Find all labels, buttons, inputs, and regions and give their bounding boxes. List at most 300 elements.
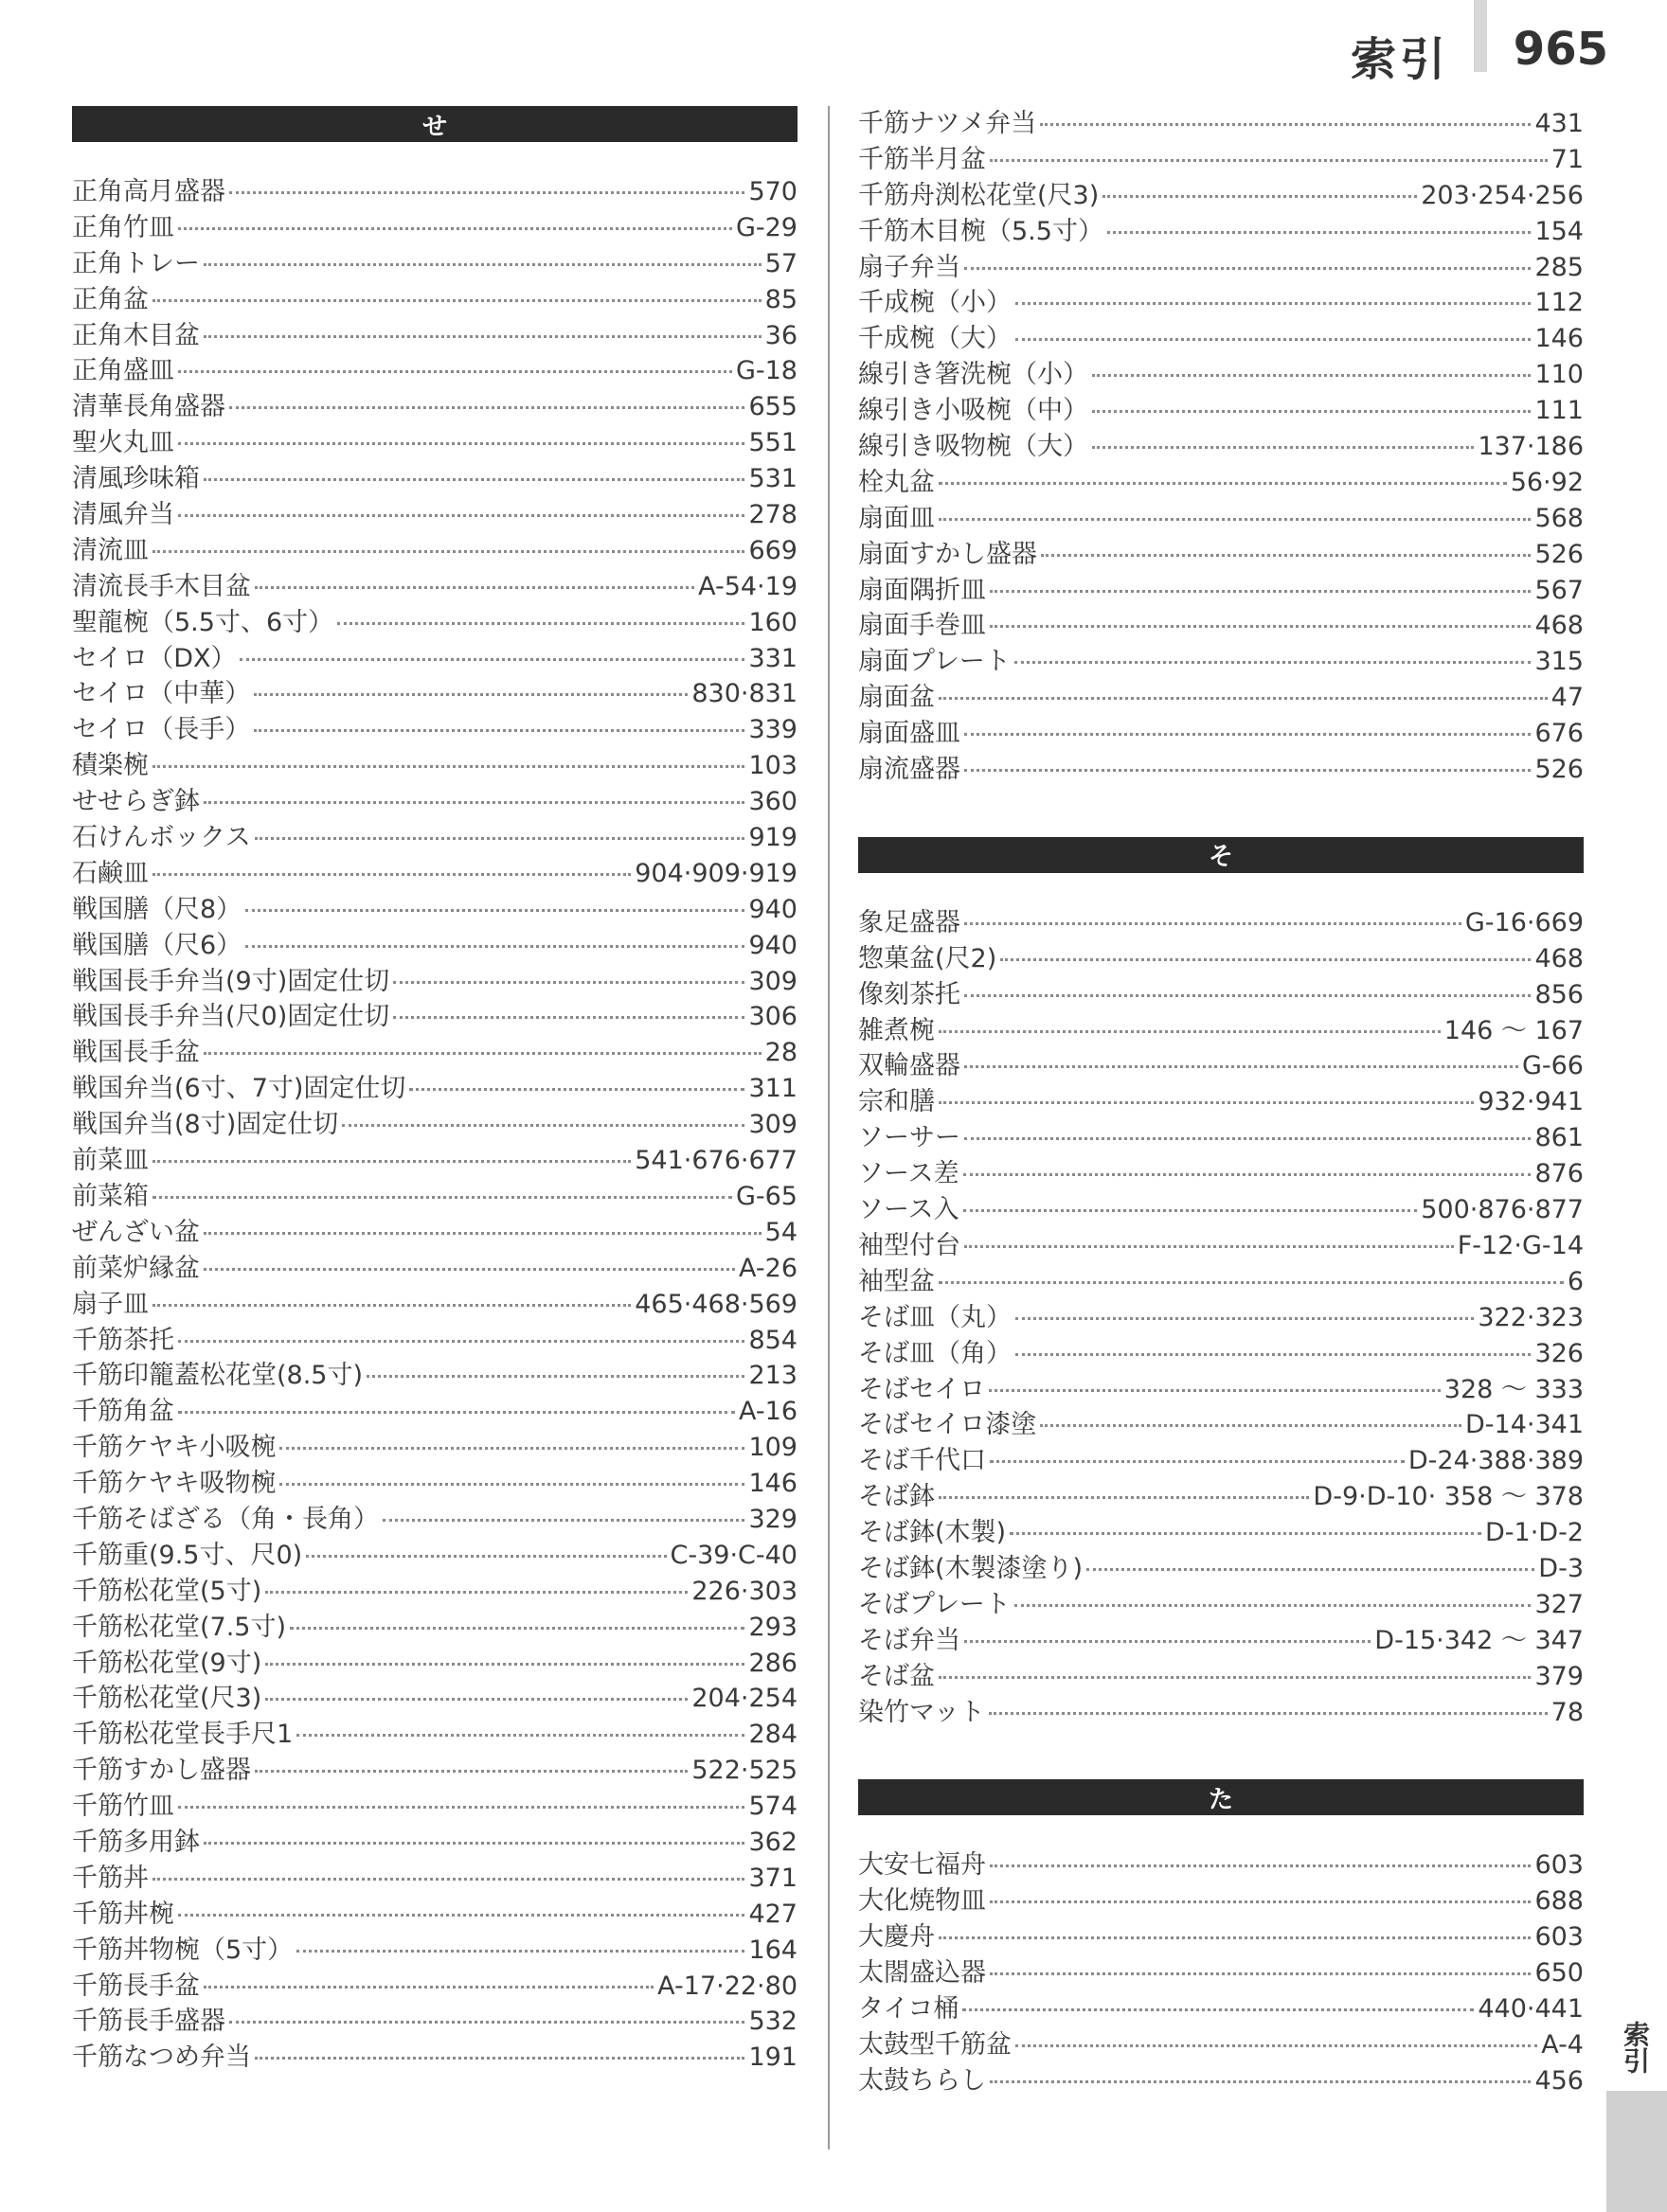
entry-term: 雑煮椀	[858, 1015, 935, 1045]
index-entry	[858, 1120, 1584, 1156]
entry-term: 千筋そばざる（角・長角）	[72, 1504, 379, 1534]
entry-page-ref: 603	[1534, 1850, 1584, 1881]
index-entry	[858, 608, 1584, 644]
entry-page-ref: 315	[1534, 647, 1584, 677]
index-entry	[858, 1192, 1584, 1228]
dot-leader	[204, 1232, 762, 1235]
entry-term: 千筋丼	[72, 1863, 149, 1893]
entry-term: 千筋松花堂(9寸)	[72, 1648, 262, 1678]
entry-term: 正角盆	[72, 284, 149, 314]
dot-leader	[939, 1281, 1564, 1284]
index-entry	[72, 928, 798, 964]
entry-term: 太閤盛込器	[858, 1958, 986, 1989]
dot-leader	[152, 1160, 631, 1163]
entry-page-ref: 278	[748, 500, 798, 530]
index-entry	[858, 1659, 1584, 1695]
dot-leader	[240, 658, 744, 661]
dot-leader	[409, 1088, 744, 1091]
dot-leader	[1015, 302, 1531, 305]
index-entry	[858, 214, 1584, 250]
entry-page-ref: 146 ～ 167	[1443, 1015, 1584, 1045]
index-entry	[72, 1681, 798, 1717]
dot-leader	[990, 1972, 1531, 1975]
entry-page-ref: 6	[1567, 1266, 1584, 1296]
entry-page-ref: 669	[748, 535, 798, 565]
entry-page-ref: 112	[1534, 288, 1584, 318]
entry-term: 戦国膳（尺6）	[72, 930, 242, 960]
entry-page-ref: 109	[748, 1433, 798, 1463]
index-entry	[858, 1479, 1584, 1515]
dot-leader	[178, 227, 732, 230]
entry-page-ref: A-16	[739, 1397, 798, 1427]
index-entry	[858, 1919, 1584, 1955]
dot-leader	[265, 1663, 744, 1666]
entry-page-ref: 876	[1534, 1159, 1584, 1189]
entry-term: 千筋松花堂長手尺1	[72, 1720, 294, 1750]
entry-term: 清流皿	[72, 535, 149, 565]
entry-term: 正角竹皿	[72, 212, 174, 242]
entry-term: 千筋半月盆	[858, 144, 986, 174]
entry-page-ref: 164	[748, 1935, 798, 1965]
index-entry	[858, 250, 1584, 286]
index-entry	[858, 501, 1584, 537]
index-entry	[72, 353, 798, 389]
header-tab-marker	[1474, 0, 1487, 72]
dot-leader	[1086, 1568, 1534, 1571]
dot-leader	[1014, 1604, 1532, 1607]
entry-page-ref: 191	[748, 2043, 798, 2073]
dot-leader	[990, 1460, 1405, 1463]
dot-leader	[1014, 661, 1532, 664]
entry-page-ref: 861	[1534, 1123, 1584, 1153]
dot-leader	[1010, 1532, 1481, 1535]
index-entry	[858, 752, 1584, 788]
index-entry	[858, 941, 1584, 977]
entry-page-ref: 551	[748, 428, 798, 458]
entry-term: 正角盛皿	[72, 356, 174, 386]
entry-page-ref: 327	[1534, 1589, 1584, 1619]
entry-term: 千筋重(9.5寸、尺0)	[72, 1540, 303, 1570]
section-gap	[858, 788, 1584, 837]
entry-page-ref: 160	[748, 607, 798, 637]
entry-term: そば皿（丸）	[858, 1302, 1012, 1332]
entry-page-ref: 54	[764, 1217, 798, 1247]
entry-page-ref: D-3	[1538, 1553, 1584, 1583]
dot-leader	[255, 2057, 744, 2060]
dot-leader	[963, 1209, 1418, 1212]
entry-term: 正角木目盆	[72, 320, 200, 350]
entry-term: 千筋丼椀	[72, 1899, 174, 1929]
dot-leader	[964, 922, 1461, 925]
entry-page-ref: 830·831	[691, 679, 798, 709]
dot-leader	[1015, 2044, 1537, 2047]
entry-term: 前菜炉縁盆	[72, 1253, 200, 1283]
entry-term: セイロ（中華）	[72, 679, 251, 709]
entry-term: 太鼓ちらし	[858, 2065, 986, 2096]
entry-term: ソース入	[858, 1195, 959, 1225]
entry-page-ref: 57	[764, 248, 798, 278]
dot-leader	[245, 909, 744, 912]
dot-leader	[1102, 195, 1417, 198]
entry-term: 扇面盆	[858, 683, 935, 713]
entry-page-ref: 329	[748, 1504, 798, 1534]
index-entry	[72, 605, 798, 641]
entry-page-ref: A-26	[739, 1253, 798, 1283]
index-entry	[858, 178, 1584, 214]
entry-page-ref: G-65	[735, 1181, 798, 1211]
entry-page-ref: 570	[748, 177, 798, 206]
index-entry	[72, 1717, 798, 1753]
dot-leader	[204, 263, 762, 266]
index-entry	[858, 1847, 1584, 1883]
index-entry	[72, 1897, 798, 1933]
entry-page-ref: 440·441	[1478, 1993, 1584, 2024]
index-entry	[858, 429, 1584, 465]
entry-term: 千筋すかし盛器	[72, 1756, 251, 1786]
entry-term: 千筋舟渕松花堂(尺3)	[858, 180, 1100, 210]
dot-leader	[342, 1124, 744, 1127]
entry-page-ref: 226·303	[691, 1576, 798, 1606]
index-entry	[72, 246, 798, 282]
dot-leader	[964, 1640, 1371, 1643]
index-entry	[72, 676, 798, 712]
entry-page-ref: 688	[1534, 1886, 1584, 1917]
right-column	[858, 106, 1584, 2099]
entry-term: 正角高月盛器	[72, 177, 225, 206]
dot-leader	[152, 765, 744, 768]
index-entry	[858, 106, 1584, 142]
side-index-tab	[1606, 2091, 1667, 2212]
index-entry	[858, 537, 1584, 573]
dot-leader	[255, 586, 694, 589]
dot-leader	[178, 442, 744, 445]
index-entry	[72, 1430, 798, 1466]
entry-page-ref: 309	[748, 966, 798, 996]
dot-leader	[337, 622, 744, 625]
dot-leader	[939, 1676, 1531, 1679]
entry-term: 宗和膳	[858, 1087, 935, 1117]
dot-leader	[1092, 446, 1474, 449]
entry-term: 千成椀（小）	[858, 288, 1012, 318]
entry-term: 正角トレー	[72, 248, 200, 278]
entry-page-ref: F-12·G-14	[1457, 1230, 1584, 1260]
entry-page-ref: 919	[748, 823, 798, 853]
entry-term: 双輪盛器	[858, 1051, 960, 1081]
dot-leader	[939, 518, 1531, 521]
entry-term: 千筋茶托	[72, 1325, 174, 1355]
dot-leader	[939, 1496, 1309, 1499]
entry-page-ref: 110	[1534, 360, 1584, 390]
index-entry	[72, 999, 798, 1035]
dot-leader	[229, 406, 744, 409]
entry-term: せせらぎ鉢	[72, 787, 200, 817]
dot-leader	[296, 1950, 744, 1953]
index-entry	[72, 856, 798, 892]
dot-leader	[204, 801, 744, 804]
dot-leader	[990, 2080, 1531, 2083]
entry-term: 扇子皿	[72, 1289, 149, 1319]
entry-page-ref: A-54·19	[698, 571, 798, 601]
entry-page-ref: 56·92	[1510, 467, 1584, 497]
dot-leader	[1015, 1353, 1531, 1356]
entry-term: 千筋木目椀（5.5寸）	[858, 216, 1103, 246]
entry-page-ref: 465·468·569	[635, 1289, 798, 1319]
dot-leader	[1015, 338, 1531, 341]
entry-term: 像刻茶托	[858, 979, 960, 1009]
entry-term: 千筋長手盆	[72, 1971, 200, 2001]
entry-term: 清華長角盛器	[72, 392, 225, 422]
index-entry	[72, 1466, 798, 1502]
dot-leader	[204, 478, 744, 481]
entry-page-ref: 541·676·677	[635, 1146, 798, 1176]
dot-leader	[964, 1137, 1531, 1140]
entry-page-ref: G-18	[735, 356, 798, 386]
index-entry	[858, 1372, 1584, 1408]
index-entry	[72, 1969, 798, 2005]
index-entry	[72, 1933, 798, 1969]
index-entry	[858, 1991, 1584, 2027]
side-index-label: 索引	[1620, 2021, 1651, 2074]
entry-page-ref: 146	[748, 1469, 798, 1499]
dot-leader	[152, 299, 762, 302]
entry-page-ref: 154	[1534, 216, 1584, 246]
entry-term: 千筋松花堂(5寸)	[72, 1576, 262, 1606]
entry-term: 線引き吸物椀（大）	[858, 432, 1088, 462]
entry-page-ref: 904·909·919	[635, 858, 798, 888]
index-entry	[72, 1861, 798, 1897]
dot-leader	[1041, 554, 1531, 557]
entry-term: 扇面盛皿	[858, 719, 960, 749]
entry-page-ref: 854	[748, 1325, 798, 1355]
dot-leader	[254, 729, 744, 732]
dot-leader	[279, 1447, 744, 1450]
entry-page-ref: 146	[1534, 324, 1584, 354]
entry-term: 太鼓型千筋盆	[858, 2029, 1012, 2060]
section-gap	[858, 1730, 1584, 1779]
entry-page-ref: 379	[1534, 1661, 1584, 1691]
index-entry	[72, 569, 798, 605]
entry-page-ref: 940	[748, 930, 798, 960]
index-entry	[72, 1107, 798, 1143]
entry-page-ref: 526	[1534, 755, 1584, 785]
dot-leader	[178, 1340, 744, 1343]
index-entry	[858, 2027, 1584, 2063]
index-entry	[72, 425, 798, 461]
entry-term: そばセイロ	[858, 1374, 986, 1404]
entry-page-ref: 339	[748, 715, 798, 745]
index-entry	[72, 1323, 798, 1359]
entry-term: 扇面皿	[858, 503, 935, 533]
dot-leader	[279, 1483, 744, 1486]
entry-page-ref: 932·941	[1478, 1087, 1584, 1117]
dot-leader	[290, 1627, 744, 1630]
entry-page-ref: D-1·D-2	[1484, 1518, 1584, 1548]
dot-leader	[265, 1698, 688, 1701]
entry-term: 千筋なつめ弁当	[72, 2043, 251, 2073]
index-entry	[72, 497, 798, 533]
dot-leader	[964, 733, 1531, 736]
entry-page-ref: 500·876·877	[1421, 1195, 1584, 1225]
index-entry	[72, 1179, 798, 1215]
index-entry	[858, 1084, 1584, 1120]
entry-page-ref: D-24·388·389	[1407, 1446, 1584, 1476]
left-column	[72, 106, 798, 2076]
dot-leader	[1015, 1317, 1474, 1320]
index-entry	[858, 905, 1584, 941]
entry-term: 積楽椀	[72, 751, 149, 781]
entry-term: 千成椀（大）	[858, 324, 1012, 354]
dot-leader	[963, 1173, 1532, 1176]
entry-page-ref: 103	[748, 751, 798, 781]
dot-leader	[939, 1030, 1441, 1033]
entry-term: 千筋丼物椀（5寸）	[72, 1935, 294, 1965]
index-entry	[72, 461, 798, 497]
dot-leader	[990, 625, 1531, 628]
dot-leader	[152, 550, 744, 553]
dot-leader	[296, 1734, 744, 1737]
entry-page-ref: 655	[748, 392, 798, 422]
entry-term: そば鉢	[858, 1482, 935, 1512]
entry-term: 千筋松花堂(尺3)	[72, 1684, 262, 1714]
entry-term: セイロ（DX）	[72, 643, 237, 673]
column-divider	[828, 106, 830, 2150]
entry-page-ref: 526	[1534, 539, 1584, 569]
index-entry	[858, 357, 1584, 393]
entry-page-ref: 137·186	[1478, 432, 1584, 462]
entry-term: 戦国長手盆	[72, 1038, 200, 1068]
entry-page-ref: 203·254·256	[1421, 180, 1584, 210]
entry-term: 線引き箸洗椀（小）	[858, 360, 1088, 390]
entry-term: 扇面隅折皿	[858, 575, 986, 605]
index-entry	[858, 285, 1584, 321]
entry-page-ref: D-15·342 ～ 347	[1374, 1625, 1584, 1655]
section-header: せ	[72, 106, 798, 142]
index-entry	[858, 1515, 1584, 1551]
index-entry	[858, 1013, 1584, 1049]
entry-term: 袖型付台	[858, 1230, 960, 1260]
dot-leader	[990, 590, 1531, 593]
index-entry	[72, 1035, 798, 1071]
dot-leader	[939, 697, 1548, 700]
dot-leader	[204, 1268, 735, 1271]
entry-term: タイコ桶	[858, 1993, 959, 2024]
entry-page-ref: 567	[1534, 575, 1584, 605]
entry-term: そばプレート	[858, 1589, 1011, 1619]
page-number: 965	[1513, 23, 1608, 76]
dot-leader	[964, 769, 1531, 772]
entry-page-ref: D-14·341	[1464, 1410, 1584, 1440]
entry-term: 染竹マット	[858, 1697, 985, 1727]
dot-leader	[1040, 123, 1531, 126]
index-entry	[72, 1646, 798, 1682]
dot-leader	[989, 1712, 1548, 1715]
entry-term: 扇流盛器	[858, 755, 960, 785]
entry-term: 前菜箱	[72, 1181, 149, 1211]
dot-leader	[962, 2008, 1474, 2011]
dot-leader	[383, 1519, 744, 1522]
dot-leader	[990, 1900, 1531, 1903]
entry-page-ref: 676	[1534, 719, 1584, 749]
entry-term: 千筋竹皿	[72, 1792, 174, 1822]
entry-page-ref: 574	[748, 1792, 798, 1822]
entry-term: そばセイロ漆塗	[858, 1410, 1037, 1440]
index-entry	[72, 2004, 798, 2040]
dot-leader	[204, 1052, 762, 1055]
entry-term: 清風弁当	[72, 500, 174, 530]
entry-page-ref: 213	[748, 1361, 798, 1391]
entry-page-ref: C-39·C-40	[670, 1540, 798, 1570]
entry-term: 千筋ナツメ弁当	[858, 109, 1037, 138]
entry-page-ref: 322·323	[1478, 1302, 1584, 1332]
entry-term: セイロ（長手）	[72, 715, 251, 745]
index-entry	[72, 712, 798, 748]
index-entry	[72, 641, 798, 677]
dot-leader	[990, 159, 1548, 162]
entry-term: そば千代口	[858, 1446, 986, 1476]
index-entry	[72, 1215, 798, 1251]
index-entry	[72, 1825, 798, 1861]
index-entry	[72, 964, 798, 1000]
dot-leader	[989, 1389, 1441, 1392]
index-entry	[72, 748, 798, 784]
dot-leader	[152, 1304, 631, 1307]
index-entry	[858, 680, 1584, 716]
entry-page-ref: 28	[764, 1038, 798, 1068]
entry-term: そば鉢(木製)	[858, 1518, 1007, 1548]
index-entry	[72, 1358, 798, 1394]
entry-page-ref: 285	[1534, 252, 1584, 282]
dot-leader	[255, 1770, 688, 1773]
entry-term: 扇子弁当	[858, 252, 960, 282]
entry-page-ref: 431	[1534, 109, 1584, 138]
entry-term: 清流長手木目盆	[72, 571, 251, 601]
index-entry	[858, 465, 1584, 501]
dot-leader	[178, 1914, 744, 1917]
index-entry	[858, 1264, 1584, 1300]
index-entry	[858, 1156, 1584, 1192]
entry-term: 千筋ケヤキ吸物椀	[72, 1469, 277, 1499]
entry-term: 大安七福舟	[858, 1850, 986, 1881]
dot-leader	[245, 945, 744, 948]
entry-term: 聖火丸皿	[72, 428, 174, 458]
index-entry	[858, 1551, 1584, 1587]
entry-term: 大慶舟	[858, 1922, 935, 1953]
index-title: 索引	[1350, 33, 1449, 86]
dot-leader	[1092, 410, 1531, 413]
entry-term: 清風珍味箱	[72, 464, 200, 494]
entry-page-ref: 650	[1534, 1958, 1584, 1989]
entry-page-ref: 204·254	[691, 1684, 798, 1714]
entry-term: 栓丸盆	[858, 467, 935, 497]
entry-page-ref: 47	[1550, 683, 1584, 713]
entry-term: 千筋長手盛器	[72, 2007, 225, 2037]
dot-leader	[964, 994, 1531, 997]
entry-term: 前菜皿	[72, 1146, 149, 1176]
entry-term: 千筋多用鉢	[72, 1827, 200, 1857]
entry-page-ref: 326	[1534, 1338, 1584, 1368]
entry-term: 聖龍椀（5.5寸、6寸）	[72, 607, 334, 637]
index-entry	[858, 1883, 1584, 1919]
entry-term: 戦国膳（尺8）	[72, 894, 242, 924]
dot-leader	[229, 191, 744, 194]
index-entry	[72, 1574, 798, 1610]
entry-page-ref: 468	[1534, 943, 1584, 973]
entry-term: そば鉢(木製漆塗り)	[858, 1553, 1084, 1583]
entry-page-ref: D-9·D-10· 358 ～ 378	[1313, 1482, 1584, 1512]
entry-page-ref: 328 ～ 333	[1443, 1374, 1584, 1404]
index-entry	[72, 1610, 798, 1646]
entry-page-ref: 78	[1550, 1697, 1584, 1727]
